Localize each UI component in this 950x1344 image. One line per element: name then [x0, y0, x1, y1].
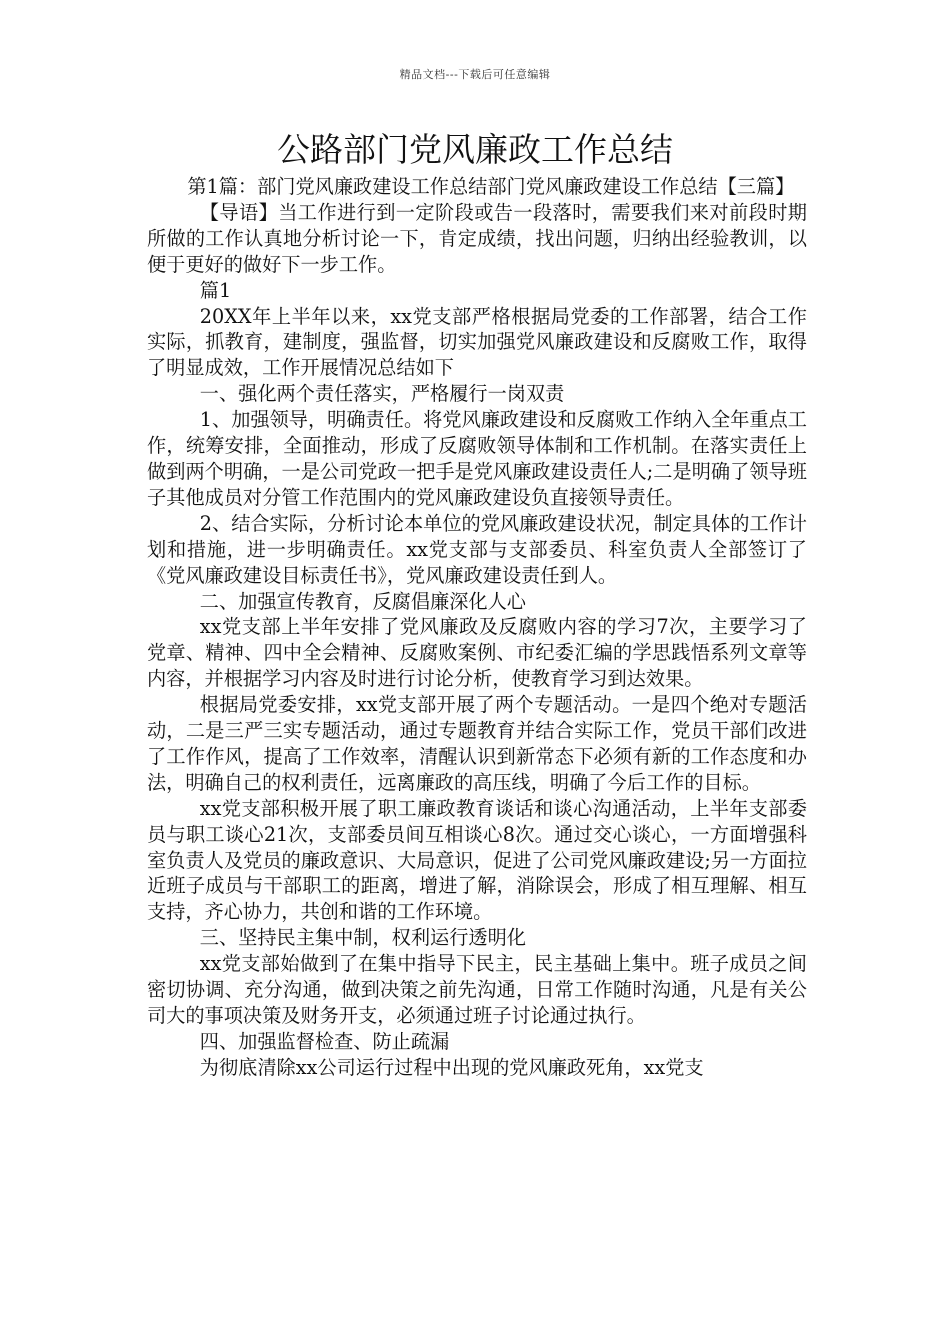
- paragraph-item-1: 1、加强领导，明确责任。将党风廉政建设和反腐败工作纳入全年重点工作，统筹安排，全面推动，形成了反腐败领导体制和工作机制。在落实责任上做到两个明确，一是公司党政一把手是党风廉政建设责任人;二是明确了领导班子其他成员对分管工作范围内的党风廉政建设负直接领导责任。: [147, 408, 807, 509]
- section-heading-4: 四、加强监督检查、防止疏漏: [199, 1029, 450, 1053]
- paragraph-article-heading: 第1篇：部门党风廉政建设工作总结部门党风廉政建设工作总结【三篇】: [187, 175, 795, 198]
- paragraph-special-activities: 根据局党委安排，xx党支部开展了两个专题活动。一是四个绝对专题活动，二是三严三实专题活动，通过专题教育并结合实际工作，党员干部们改进了工作作风，提高了工作效率，清醒认识到新常态下必须有新的工作态度和办法，明确自己的权利责任，远离廉政的高压线，明确了今后工作的目标。: [147, 693, 807, 794]
- header-note: 精品文档---下载后可任意编辑: [399, 68, 551, 81]
- paragraph-study: xx党支部上半年安排了党风廉政及反腐败内容的学习7次，主要学习了党章、精神、四中全会精神、反腐败案例、市纪委汇编的学思践悟系列文章等内容，并根据学习内容及时进行讨论分析，使教育学习到达效果。: [147, 615, 807, 691]
- section-heading-2: 二、加强宣传教育，反腐倡廉深化人心: [199, 589, 526, 613]
- document-title: 公路部门党风廉政工作总结: [277, 130, 673, 169]
- paragraph-overview: 20XX年上半年以来，xx党支部严格根据局党委的工作部署，结合工作实际，抓教育，建制度，强监督，切实加强党风廉政建设和反腐败工作，取得了明显成效，工作开展情况总结如下: [147, 304, 807, 380]
- document-body: [147, 174, 807, 1081]
- paragraph-intro: 【导语】当工作进行到一定阶段或告一段落时，需要我们来对前段时期所做的工作认真地分析讨论一下，肯定成绩，找出问题，归纳出经验教训，以便于更好的做好下一步工作。: [147, 200, 807, 276]
- paragraph-item-2: 2、结合实际，分析讨论本单位的党风廉政建设状况，制定具体的工作计划和措施，进一步明确责任。xx党支部与支部委员、科室负责人全部签订了《党风廉政建设目标责任书》，党风廉政建设责任到人。: [147, 511, 807, 587]
- paragraph-democracy: xx党支部始做到了在集中指导下民主，民主基础上集中。班子成员之间密切协调、充分沟通，做到决策之前先沟通，日常工作随时沟通，凡是有关公司大的事项决策及财务开支，必须通过班子讨论通过执行。: [147, 952, 807, 1027]
- paragraph-talks: xx党支部积极开展了职工廉政教育谈话和谈心沟通活动，上半年支部委员与职工谈心21次，支部委员间互相谈心8次。通过交心谈心，一方面增强科室负责人及党员的廉政意识、大局意识，促进了公司党风廉政建设;另一方面拉近班子成员与干部职工的距离，增进了解，消除误会，形成了相互理解、相互支持，齐心协力，共创和谐的工作环境。: [147, 796, 807, 924]
- paragraph-part-label: 篇1: [199, 278, 232, 302]
- section-heading-1: 一、强化两个责任落实，严格履行一岗双责: [199, 382, 565, 406]
- paragraph-supervision: 为彻底清除xx公司运行过程中出现的党风廉政死角，xx党支: [199, 1055, 704, 1079]
- section-heading-3: 三、坚持民主集中制，权利运行透明化: [199, 926, 526, 950]
